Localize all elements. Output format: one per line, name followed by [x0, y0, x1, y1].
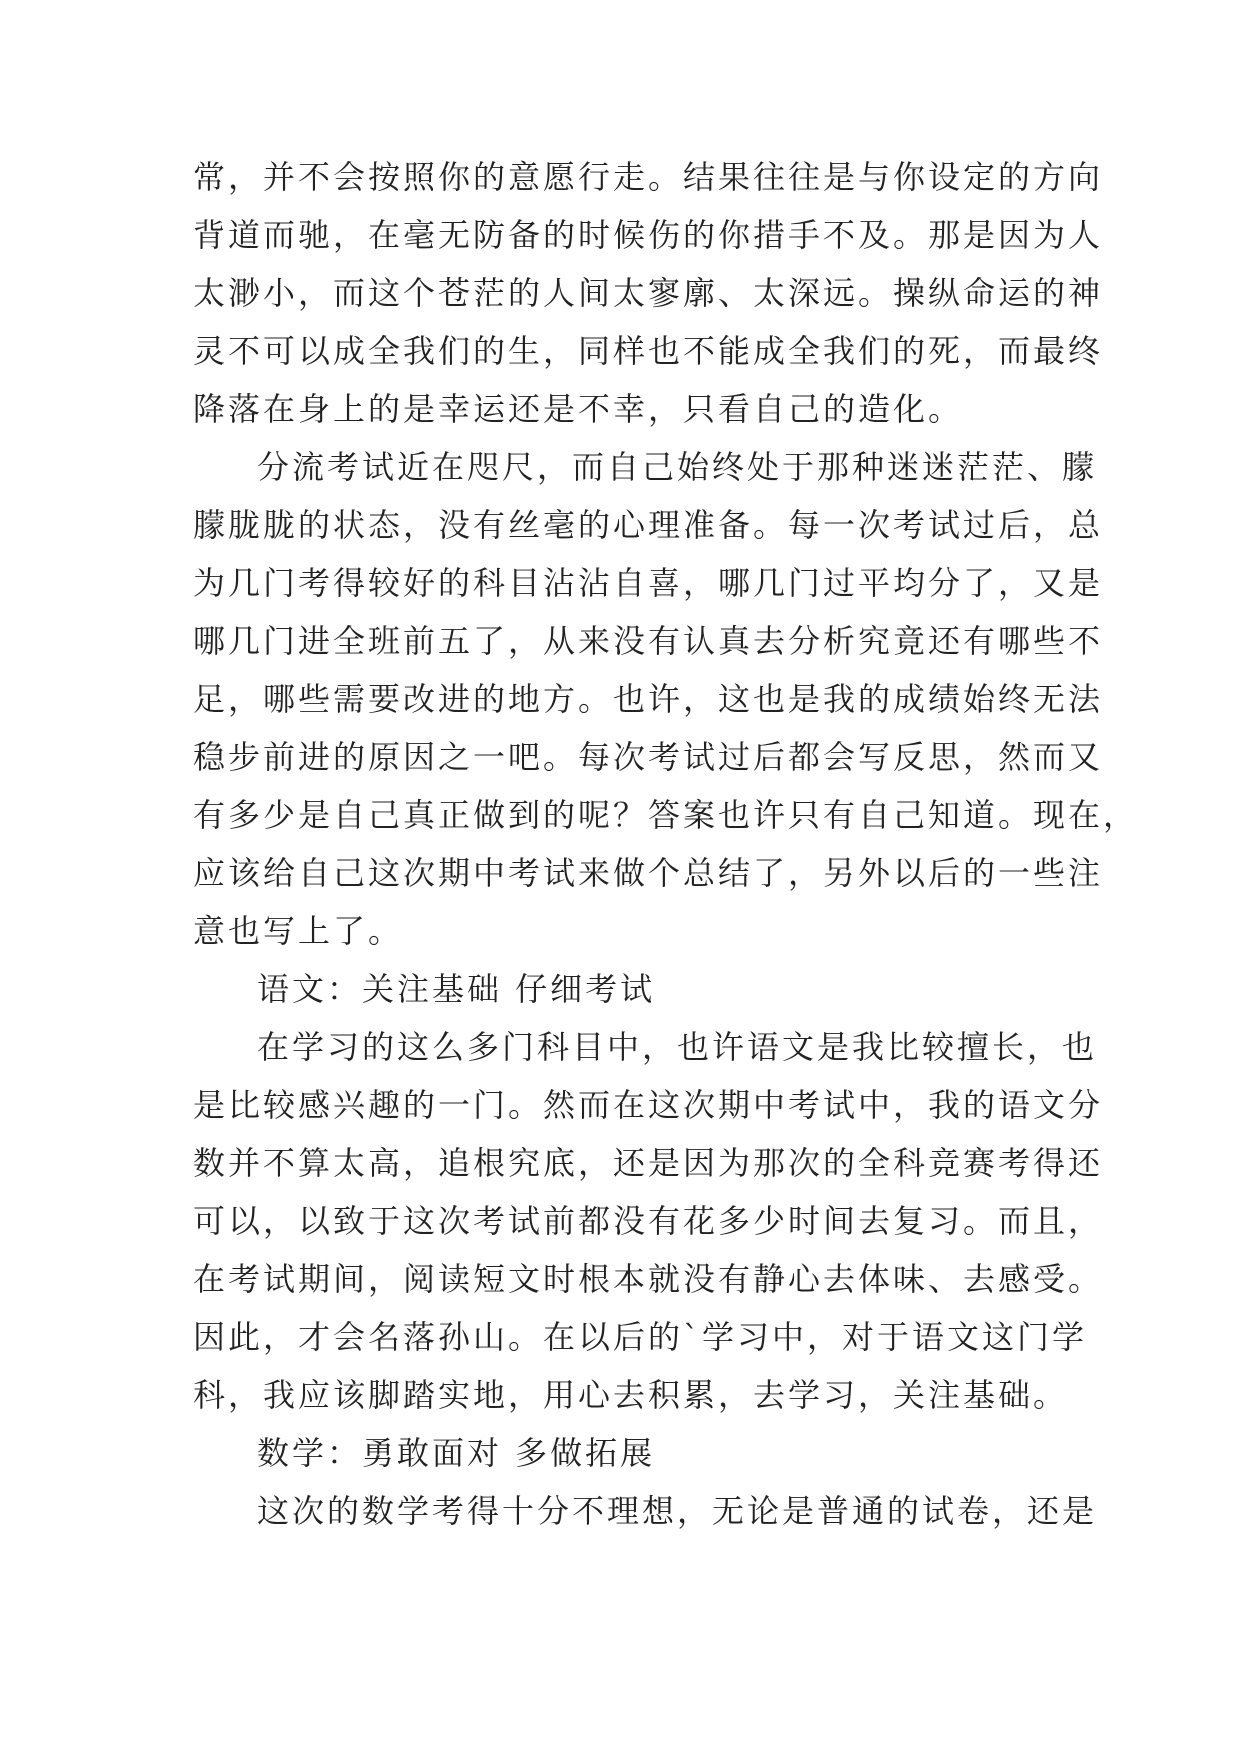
text-line: 常，并不会按照你的意愿行走。结果往往是与你设定的方向 — [193, 158, 1104, 196]
text-line: 因此，才会名落孙山。在以后的`学习中，对于语文这门学 — [193, 1318, 1088, 1356]
text-line: 有多少是自己真正做到的呢？答案也许只有自己知道。现在， — [193, 796, 1139, 834]
section-heading-math: 数学：勇敢面对 多做拓展 — [257, 1434, 656, 1472]
text-line: 稳步前进的原因之一吧。每次考试过后都会写反思，然而又 — [193, 738, 1104, 776]
text-line: 背道而驰，在毫无防备的时候伤的你措手不及。那是因为人 — [193, 216, 1104, 254]
text-line: 数并不算太高，追根究底，还是因为那次的全科竞赛考得还 — [193, 1144, 1104, 1182]
text-line: 灵不可以成全我们的生，同样也不能成全我们的死，而最终 — [193, 332, 1104, 370]
text-line: 为几门考得较好的科目沾沾自喜，哪几门过平均分了，又是 — [193, 564, 1104, 602]
text-line: 降落在身上的是幸运还是不幸，只看自己的造化。 — [193, 390, 964, 428]
paragraph-start-line: 这次的数学考得十分不理想，无论是普通的试卷，还是 — [257, 1492, 1098, 1530]
text-line: 朦胧胧的状态，没有丝毫的心理准备。每一次考试过后，总 — [193, 506, 1104, 544]
text-line: 意也写上了。 — [193, 912, 404, 950]
text-line: 在考试期间，阅读短文时根本就没有静心去体味、去感受。 — [193, 1260, 1104, 1298]
paragraph-start-line: 在学习的这么多门科目中，也许语文是我比较擅长，也 — [257, 1028, 1098, 1066]
text-line: 可以，以致于这次考试前都没有花多少时间去复习。而且， — [193, 1202, 1104, 1240]
text-line: 足，哪些需要改进的地方。也许，这也是我的成绩始终无法 — [193, 680, 1104, 718]
text-line: 太渺小，而这个苍茫的人间太寥廓、太深远。操纵命运的神 — [193, 274, 1104, 312]
section-heading-chinese: 语文：关注基础 仔细考试 — [257, 970, 656, 1008]
text-line: 应该给自己这次期中考试来做个总结了，另外以后的一些注 — [193, 854, 1104, 892]
text-line: 哪几门进全班前五了，从来没有认真去分析究竟还有哪些不 — [193, 622, 1104, 660]
text-line: 是比较感兴趣的一门。然而在这次期中考试中，我的语文分 — [193, 1086, 1104, 1124]
text-line: 科，我应该脚踏实地，用心去积累，去学习，关注基础。 — [193, 1376, 1069, 1414]
paragraph-start-line: 分流考试近在咫尺，而自己始终处于那种迷迷茫茫、朦 — [257, 448, 1098, 486]
document-page — [193, 148, 1139, 1540]
